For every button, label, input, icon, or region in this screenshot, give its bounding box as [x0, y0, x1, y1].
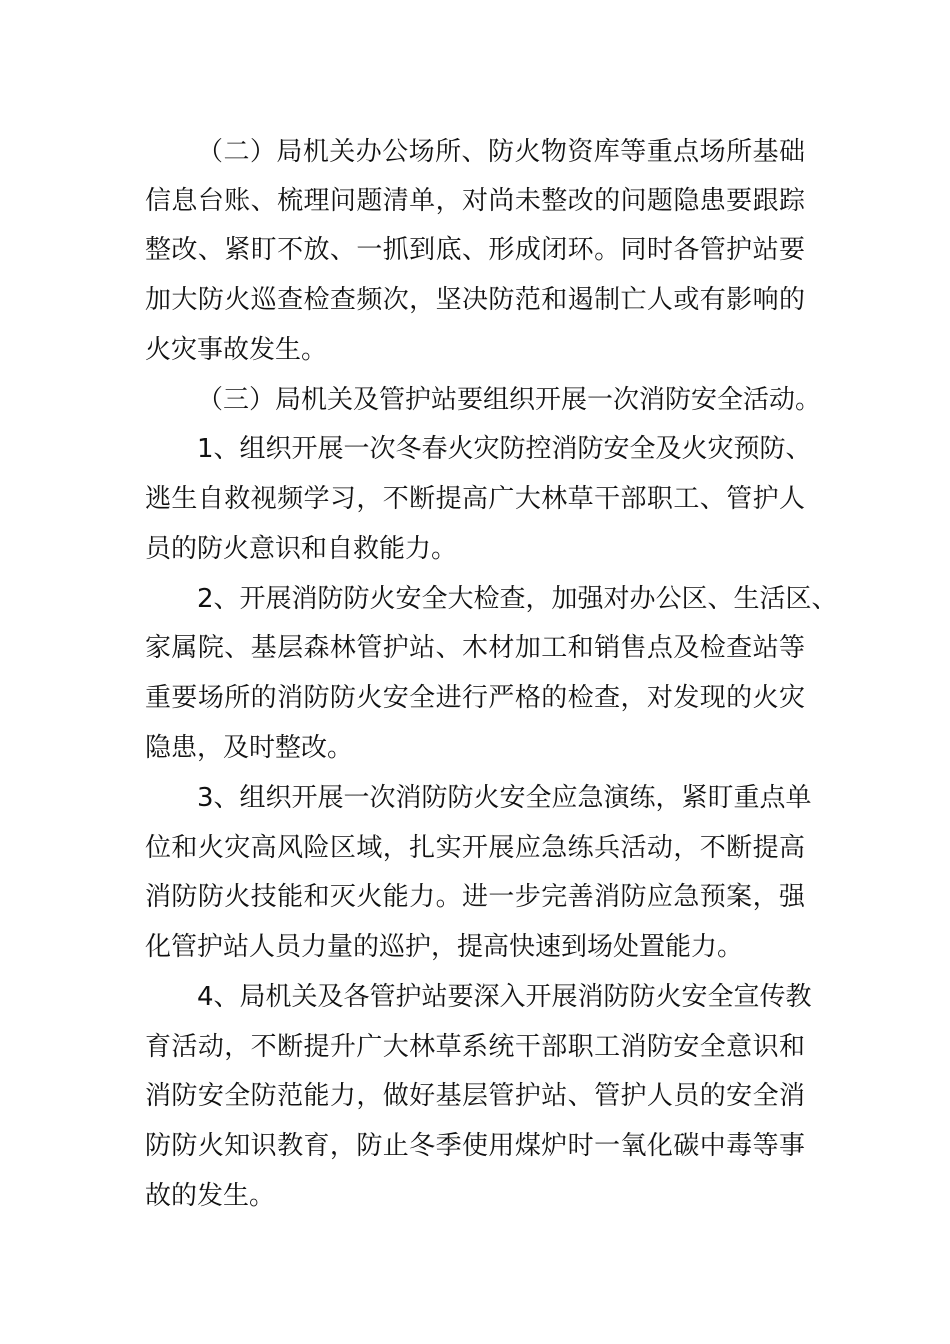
text-line: 2、开展消防防火安全大检查，加强对办公区、生活区、 — [197, 584, 838, 614]
text-line: （三）局机关及管护站要组织开展一次消防安全活动。 — [197, 385, 822, 415]
text-line: 家属院、基层森林管护站、木材加工和销售点及检查站等 — [145, 633, 805, 663]
text-line: 重要场所的消防防火安全进行严格的检查，对发现的火灾 — [145, 683, 805, 713]
text-line: 员的防火意识和自救能力。 — [145, 534, 458, 564]
text-line: 加大防火巡查检查频次，坚决防范和遏制亡人或有影响的 — [145, 285, 805, 315]
text-line: 3、组织开展一次消防防火安全应急演练，紧盯重点单 — [197, 783, 812, 813]
text-line: 位和火灾高风险区域，扎实开展应急练兵活动，不断提高 — [145, 833, 805, 863]
text-line: 防防火知识教育，防止冬季使用煤炉时一氧化碳中毒等事 — [145, 1131, 805, 1161]
text-line: 隐患，及时整改。 — [145, 733, 354, 763]
text-line: 化管护站人员力量的巡护，提高快速到场处置能力。 — [145, 932, 744, 962]
text-line: 1、组织开展一次冬春火灾防控消防安全及火灾预防、 — [197, 434, 812, 464]
text-line: 4、局机关及各管护站要深入开展消防防火安全宣传教 — [197, 982, 812, 1012]
text-line: 消防安全防范能力，做好基层管护站、管护人员的安全消 — [145, 1081, 805, 1111]
text-line: 信息台账、梳理问题清单，对尚未整改的问题隐患要跟踪 — [145, 186, 805, 216]
text-line: 故的发生。 — [145, 1181, 276, 1211]
text-line: 逃生自救视频学习，不断提高广大林草干部职工、管护人 — [145, 484, 805, 514]
text-line: 消防防火技能和灭火能力。进一步完善消防应急预案，强 — [145, 882, 805, 912]
text-line: 火灾事故发生。 — [145, 335, 328, 365]
text-line: 整改、紧盯不放、一抓到底、形成闭环。同时各管护站要 — [145, 235, 805, 265]
text-line: （二）局机关办公场所、防火物资库等重点场所基础 — [197, 137, 805, 167]
text-line: 育活动，不断提升广大林草系统干部职工消防安全意识和 — [145, 1032, 805, 1062]
